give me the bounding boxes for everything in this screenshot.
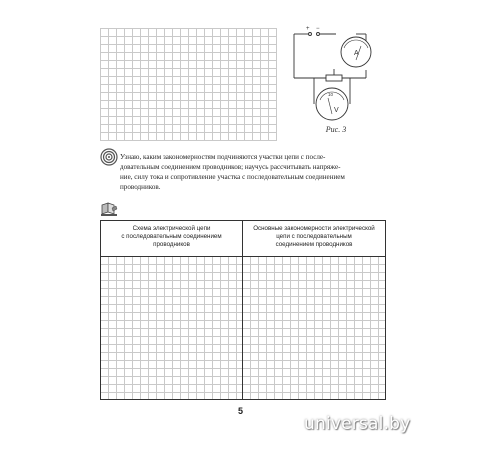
answer-table	[100, 220, 386, 400]
task-line: довательным соединением проводников; научусь рассчитывать напряже-	[120, 163, 341, 171]
page-number: 5	[238, 406, 244, 416]
terminal-plus-label: +	[306, 26, 310, 32]
task-line: ние, силу тока и сопротивление участка с последовательным соединением	[120, 173, 345, 181]
circuit-diagram	[284, 22, 384, 130]
table-header-scheme: Схема электрической цепи с последовательным соединением проводников	[101, 221, 242, 257]
book-hand-icon	[100, 201, 118, 216]
watermark: universal.by	[304, 414, 411, 434]
ammeter-letter: A	[354, 50, 359, 57]
table-column-laws	[243, 221, 385, 399]
figure-caption: Рис. 3	[325, 125, 347, 134]
target-icon	[100, 148, 118, 166]
table-header-laws: Основные закономерности электрической цепи с последовательным соединением проводников	[243, 221, 385, 257]
task-line: проводников.	[120, 183, 161, 191]
voltmeter-scale-label: 10	[328, 92, 334, 97]
table-grid-cell	[101, 257, 242, 399]
voltmeter-letter: V	[334, 107, 339, 114]
top-grid-area	[100, 28, 277, 141]
table-column-scheme	[101, 221, 243, 399]
task-paragraph	[120, 152, 395, 192]
table-grid-cell	[243, 257, 385, 399]
task-line: Узнаю, каким закономерностям подчиняются участки цепи с после-	[120, 153, 326, 161]
terminal-minus-label: −	[316, 26, 320, 32]
